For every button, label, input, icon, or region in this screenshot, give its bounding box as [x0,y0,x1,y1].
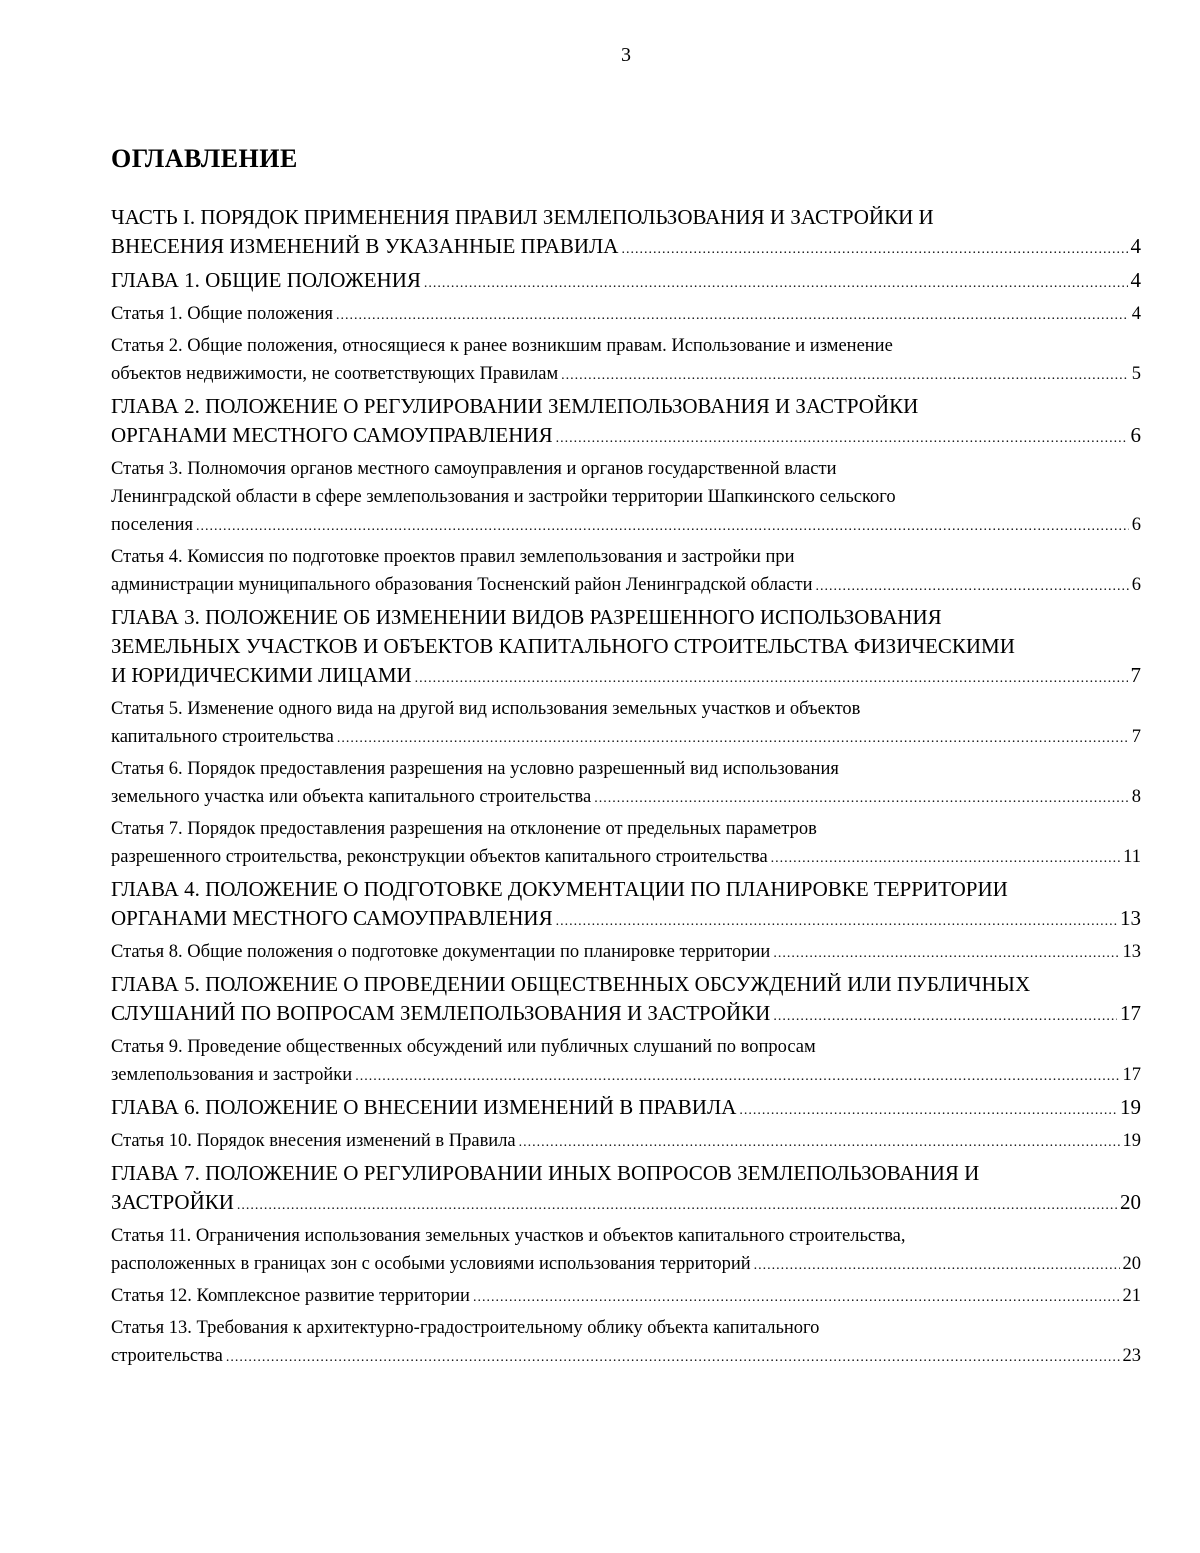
toc-section-entry[interactable] [111,266,1141,298]
toc-article-entry[interactable] [111,695,1141,753]
toc-section-entry[interactable] [111,875,1141,936]
toc-entry-line: ГЛАВА 4. ПОЛОЖЕНИЕ О ПОДГОТОВКЕ ДОКУМЕНТАЦИИ ПО ПЛАНИРОВКЕ ТЕРРИТОРИИ [111,877,1008,901]
toc-entry-line: землепользования и застройки [111,1065,353,1085]
toc-section-entry[interactable] [111,970,1141,1031]
toc-entry-last-line [111,360,1141,390]
toc-entry-last-line [111,1282,1141,1312]
toc-entry-line: капитального строительства [111,727,334,747]
toc-entry-line: ГЛАВА 5. ПОЛОЖЕНИЕ О ПРОВЕДЕНИИ ОБЩЕСТВЕННЫХ ОБСУЖДЕНИЙ ИЛИ ПУБЛИЧНЫХ [111,972,1031,996]
dot-leader [556,424,1128,453]
toc-entry-line: ОРГАНАМИ МЕСТНОГО САМОУПРАВЛЕНИЯ [111,423,553,447]
toc-entry-last-line [111,661,1141,693]
dot-leader [237,1191,1117,1220]
toc-entry-line: Статья 4. Комиссия по подготовке проектов правил землепользования и застройки при [111,547,795,567]
toc-article-entry[interactable] [111,938,1141,968]
dot-leader [754,1252,1120,1280]
toc-entry-line: ОРГАНАМИ МЕСТНОГО САМОУПРАВЛЕНИЯ [111,906,553,930]
toc-page-number: 11 [1123,847,1141,867]
toc-entry-last-line [111,1061,1141,1091]
toc-entry-line: Статья 3. Полномочия органов местного самоуправления и органов государственной власти [111,459,837,479]
dot-leader [226,1344,1120,1372]
toc-article-entry[interactable] [111,1033,1141,1091]
dot-leader [556,907,1117,936]
toc-entry-line: расположенных в границах зон с особыми условиями использования территорий [111,1254,751,1274]
toc-entry-line: ГЛАВА 6. ПОЛОЖЕНИЕ О ВНЕСЕНИИ ИЗМЕНЕНИЙ В ПРАВИЛА [111,1095,737,1119]
toc-article-entry[interactable] [111,332,1141,390]
toc-page-number: 5 [1131,364,1141,384]
toc-section-entry[interactable] [111,203,1141,264]
dot-leader [739,1096,1117,1125]
toc-page-number: 13 [1122,942,1141,962]
toc-page-number: 7 [1131,727,1141,747]
toc-entry-last-line [111,300,1141,330]
toc-page-number: 4 [1130,268,1141,292]
toc-page-number: 13 [1120,906,1141,930]
toc-page-number: 19 [1120,1095,1141,1119]
toc-entry-last-line [111,511,1141,541]
dot-leader [519,1129,1120,1157]
toc-entry-line: строительства [111,1346,223,1366]
toc-title: ОГЛАВЛЕНИЕ [111,144,298,173]
toc-entry-line: ГЛАВА 1. ОБЩИЕ ПОЛОЖЕНИЯ [111,268,421,292]
toc-page-number: 6 [1130,423,1141,447]
toc-entry-line: ГЛАВА 7. ПОЛОЖЕНИЕ О РЕГУЛИРОВАНИИ ИНЫХ ВОПРОСОВ ЗЕМЛЕПОЛЬЗОВАНИЯ И [111,1161,980,1185]
toc-page-number: 8 [1131,787,1141,807]
toc-entry-last-line [111,232,1141,264]
dot-leader [771,845,1121,873]
toc-entry-last-line [111,904,1141,936]
toc-entry-last-line [111,938,1141,968]
dot-leader [424,269,1128,298]
toc-entry-line: поселения [111,515,194,535]
toc-page-number: 6 [1131,515,1141,535]
toc-entry-line: Статья 9. Проведение общественных обсуждений или публичных слушаний по вопросам [111,1037,816,1057]
toc-article-entry[interactable] [111,815,1141,873]
toc-entry-last-line [111,843,1141,873]
toc-entry-line: Статья 12. Комплексное развитие территории [111,1286,470,1306]
dot-leader [415,664,1128,693]
toc-entry-last-line [111,783,1141,813]
toc-entry-line: Статья 5. Изменение одного вида на другой вид использования земельных участков и объектов [111,699,861,719]
toc-page-number: 7 [1130,663,1141,687]
toc-article-entry[interactable] [111,543,1141,601]
toc-entry-line: Статья 2. Общие положения, относящиеся к ранее возникшим правам. Использование и изменение [111,336,893,356]
toc-entry-last-line [111,999,1141,1031]
toc-entry-line: Статья 1. Общие положения [111,304,334,324]
toc-entry-last-line [111,571,1141,601]
toc-entry-line: ВНЕСЕНИЯ ИЗМЕНЕНИЙ В УКАЗАННЫЕ ПРАВИЛА [111,234,619,258]
toc-page-number: 20 [1120,1190,1141,1214]
toc-entry-line: ГЛАВА 2. ПОЛОЖЕНИЕ О РЕГУЛИРОВАНИИ ЗЕМЛЕПОЛЬЗОВАНИЯ И ЗАСТРОЙКИ [111,394,919,418]
dot-leader [337,725,1129,753]
dot-leader [355,1063,1119,1091]
toc-article-entry[interactable] [111,1222,1141,1280]
toc-section-entry[interactable] [111,603,1141,693]
toc-article-entry[interactable] [111,1127,1141,1157]
toc-entry-line: Статья 11. Ограничения использования земельных участков и объектов капитального строительства, [111,1226,906,1246]
dot-leader [773,1002,1117,1031]
toc-page-number: 4 [1131,304,1141,324]
toc-entry-line: СЛУШАНИЙ ПО ВОПРОСАМ ЗЕМЛЕПОЛЬЗОВАНИЯ И ЗАСТРОЙКИ [111,1001,771,1025]
page-number: 3 [621,44,631,66]
toc-entry-line: ЧАСТЬ I. ПОРЯДОК ПРИМЕНЕНИЯ ПРАВИЛ ЗЕМЛЕПОЛЬЗОВАНИЯ И ЗАСТРОЙКИ И [111,205,934,229]
toc-section-entry[interactable] [111,392,1141,453]
toc-page-number: 17 [1122,1065,1141,1085]
toc-entry-line: Статья 10. Порядок внесения изменений в Правила [111,1131,516,1151]
table-of-contents [111,203,1141,1374]
dot-leader [773,940,1119,968]
dot-leader [621,235,1127,264]
toc-page-number: 19 [1122,1131,1141,1151]
toc-entry-last-line [111,1342,1141,1372]
dot-leader [561,362,1129,390]
toc-entry-line: И ЮРИДИЧЕСКИМИ ЛИЦАМИ [111,663,412,687]
toc-entry-last-line [111,1127,1141,1157]
toc-entry-line: Статья 8. Общие положения о подготовке документации по планировке территории [111,942,771,962]
toc-entry-line: Статья 13. Требования к архитектурно-градостроительному облику объекта капитального [111,1318,820,1338]
dot-leader [473,1284,1120,1312]
toc-entry-line: земельного участка или объекта капитального строительства [111,787,592,807]
toc-page-number: 21 [1122,1286,1141,1306]
dot-leader [815,573,1128,601]
toc-entry-last-line [111,1250,1141,1280]
dot-leader [196,513,1129,541]
toc-article-entry[interactable] [111,455,1141,541]
toc-entry-line: ГЛАВА 3. ПОЛОЖЕНИЕ ОБ ИЗМЕНЕНИИ ВИДОВ РАЗРЕШЕННОГО ИСПОЛЬЗОВАНИЯ [111,605,942,629]
toc-article-entry[interactable] [111,1282,1141,1312]
toc-entry-last-line [111,1188,1141,1220]
toc-page-number: 20 [1122,1254,1141,1274]
toc-entry-last-line [111,723,1141,753]
toc-page-number: 17 [1120,1001,1141,1025]
toc-entry-line: администрации муниципального образования Тосненский район Ленинградской области [111,575,813,595]
toc-article-entry[interactable] [111,1314,1141,1372]
toc-entry-line: разрешенного строительства, реконструкции объектов капитального строительства [111,847,768,867]
toc-entry-last-line [111,1093,1141,1125]
toc-page-number: 6 [1131,575,1141,595]
toc-entry-line: Статья 6. Порядок предоставления разрешения на условно разрешенный вид использования [111,759,839,779]
toc-article-entry[interactable] [111,755,1141,813]
toc-section-entry[interactable] [111,1093,1141,1125]
toc-entry-line: Ленинградской области в сфере землепользования и застройки территории Шапкинского сельского [111,487,896,507]
toc-section-entry[interactable] [111,1159,1141,1220]
toc-page-number: 23 [1122,1346,1141,1366]
dot-leader [594,785,1128,813]
toc-entry-last-line [111,421,1141,453]
toc-entry-line: ЗЕМЕЛЬНЫХ УЧАСТКОВ И ОБЪЕКТОВ КАПИТАЛЬНОГО СТРОИТЕЛЬСТВА ФИЗИЧЕСКИМИ [111,634,1015,658]
toc-entry-line: Статья 7. Порядок предоставления разрешения на отклонение от предельных параметров [111,819,817,839]
toc-entry-line: ЗАСТРОЙКИ [111,1190,234,1214]
toc-article-entry[interactable] [111,300,1141,330]
toc-entry-last-line [111,266,1141,298]
toc-page-number: 4 [1130,234,1141,258]
dot-leader [336,302,1129,330]
toc-entry-line: объектов недвижимости, не соответствующих Правилам [111,364,559,384]
